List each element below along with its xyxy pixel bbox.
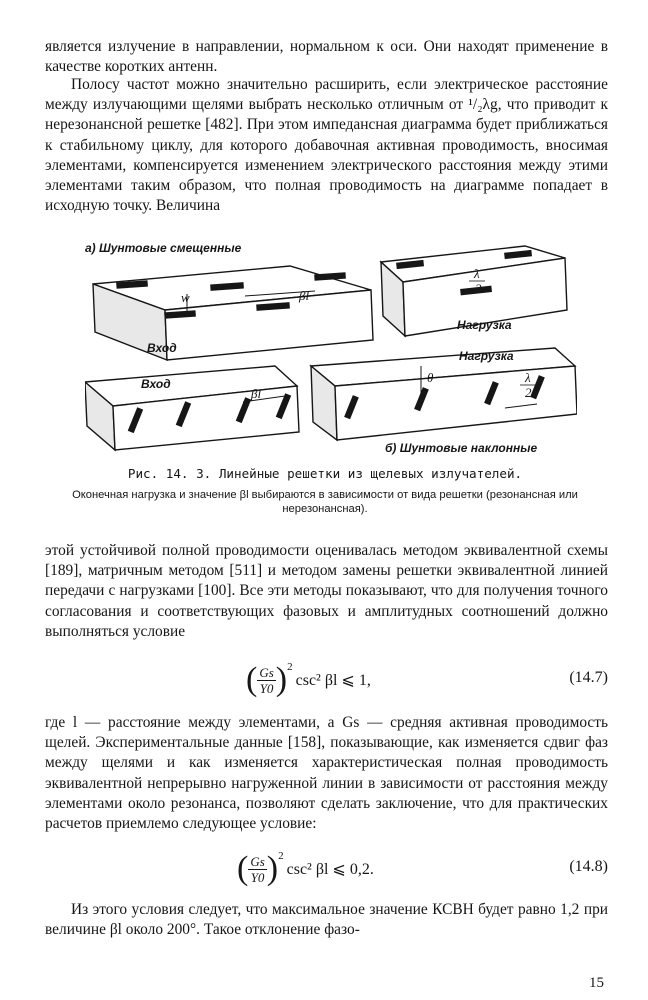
theta-label: θ (427, 370, 434, 385)
waveguide-inclined-load (311, 348, 577, 440)
figure-caption-title: Рис. 14. 3. Линейные решетки из щелевых излучателей. (127, 466, 523, 481)
load-label-top: Нагрузка (457, 318, 512, 332)
lambda-top-label: λ (474, 266, 480, 281)
equation-14-8: ( $\frac{Gs}{Y0}$ ) 2 csc² βl ⩽ 0,2. (14.8) (237, 850, 608, 887)
paragraph-bandwidth: Полосу частот можно значительно расширить, если электрическое расстояние между излучающими щелями выбрать несколько отличным от ¹/₂λg, что приводит к нерезонансной решетке [482]. При этом импедансная диаграмма будет приближаться к стабильному циклу, для которого добавочная активная проводимость, вносимая элементами, компенсируется изменением электрического расстояния между этими элементами таким образом, что полная проводимость на диаграмме попадает в исходную точку. Величина (45, 76, 608, 215)
beta-l-top-label: βl (299, 288, 310, 303)
figure-label-a: а) Шунтовые смещенные (85, 241, 242, 255)
fraction-gs-y0: $\frac{Gs}{Y0}$ (259, 664, 274, 696)
beta-l-bottom-label: βl (251, 386, 262, 401)
two-bottom-label: 2 (525, 385, 532, 400)
w-label: w (181, 290, 190, 305)
load-label-bottom: Нагрузка (459, 349, 514, 363)
page-number: 15 (589, 975, 604, 991)
equation-number: (14.8) (569, 858, 608, 875)
figure-caption-note: Оконечная нагрузка и значение βl выбираются в зависимости от вида решетки (резонансная или нерезонансная). (72, 489, 578, 515)
input-label-top: Вход (147, 341, 177, 355)
equation-body: csc² βl ⩽ 0,2. (286, 861, 374, 878)
slot-array-figure (85, 236, 577, 462)
input-label-bottom: Вход (141, 377, 171, 391)
figure-label-b: б) Шунтовые наклонные (385, 441, 538, 455)
paragraph-intro: является излучение в направлении, нормальном к оси. Они находят применение в качестве коротких антенн. (45, 38, 608, 76)
waveguide-inclined-input (85, 366, 299, 450)
lambda-bottom-label: λ (525, 370, 531, 385)
paragraph-conclusion: Из этого условия следует, что максимальное значение КСВН будет равно 1,2 при величине βl около 200°. Такое отклонение фазо- (45, 901, 608, 939)
equation-number: (14.7) (569, 669, 608, 686)
fraction-gs-y0: $\frac{Gs}{Y0}$ (250, 853, 265, 885)
equation-14-7: ( $\frac{Gs}{Y0}$ ) 2 csc² βl ⩽ 1, (14.7) (246, 661, 608, 698)
two-top-label: 2 (475, 281, 482, 296)
equation-body: csc² βl ⩽ 1, (295, 672, 371, 689)
paragraph-experimental: где l — расстояние между элементами, а Gs — средняя активная проводимость щелей. Экспериментальные данные [158], показывающие, как изменяется сдвиг фаз между щелями и как изменяется характеристическая полная проводимость эквивалентной непрерывно нагруженной линии в зависимости от расстояния между элементами около резонанса, позволяют сделать заключение, что для практических расчетов приемлемо следующее условие: (45, 714, 608, 833)
waveguide-offset-input (93, 266, 373, 360)
paragraph-methods: этой устойчивой полной проводимости оценивалась методом эквивалентной схемы [189], матричным методом [511] и методом замены решетки эквивалентной линией передачи с нагрузками [100]. Все эти методы показывают, что для получения точного согласования и соответствующих фазовых и амплитудных соотношений должно выполняться условие (45, 542, 608, 640)
